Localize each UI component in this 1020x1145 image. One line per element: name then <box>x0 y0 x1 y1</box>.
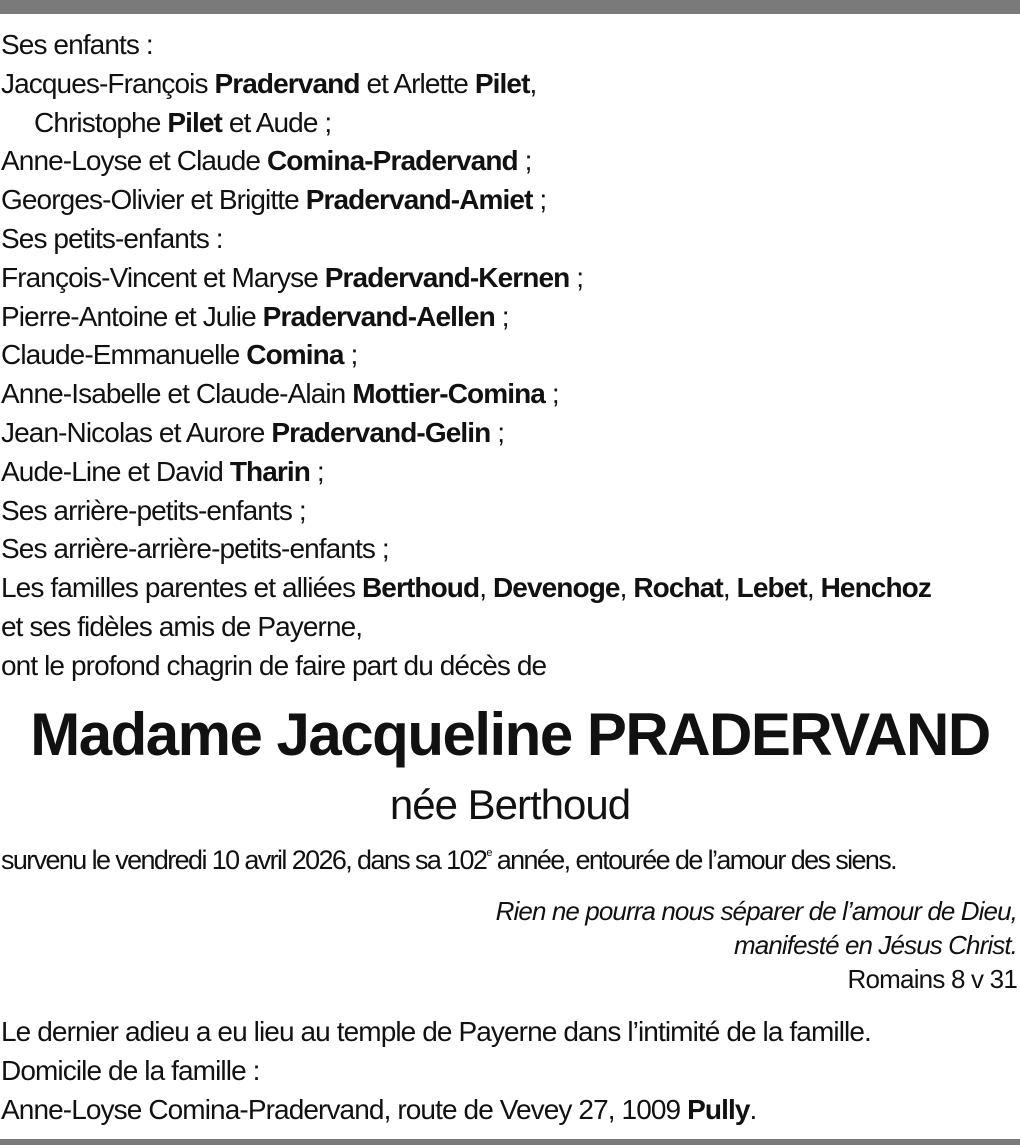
family-name: Devenoge <box>492 572 620 604</box>
given-names: Christophe <box>34 106 161 138</box>
punctuation: ; <box>551 378 559 410</box>
family-name: Pradervand-Amiet <box>305 184 533 216</box>
address-text: Anne-Loyse Comina-Pradervand, route de Vevey 27, 1009 <box>1 1094 681 1125</box>
given-names: Anne-Isabelle et Claude-Alain <box>1 378 346 410</box>
ordinal-suffix: e <box>486 847 491 859</box>
family-name: Comina-Pradervand <box>266 145 518 177</box>
grandchild-line <box>1 414 1019 453</box>
domicile-label: Domicile de la famille : <box>1 1055 260 1086</box>
great-great-grandchildren-line: Ses arrière-arrière-petits-enfants ; <box>1 533 389 565</box>
family-name: Pradervand-Aellen <box>262 300 495 332</box>
family-name: Comina <box>246 339 344 371</box>
family-name: Tharin <box>229 455 311 487</box>
punctuation: ; <box>576 261 584 293</box>
family-name: Pilet <box>474 67 530 99</box>
family-name: Lebet <box>736 572 807 604</box>
grandchild-line <box>1 453 1019 492</box>
verse-line: manifesté en Jésus Christ. <box>734 930 1017 960</box>
grandchild-line <box>1 375 1019 414</box>
punctuation: ; <box>539 184 547 216</box>
domicile-address <box>1 1090 1019 1129</box>
family-name: Rochat <box>633 572 723 604</box>
given-names: Anne-Loyse et Claude <box>1 145 261 177</box>
punctuation: ; <box>497 416 505 448</box>
friends-line: et ses fidèles amis de Payerne, <box>1 610 363 642</box>
child-line <box>1 142 1019 181</box>
death-details-end: année, entourée de l’amour des siens. <box>490 845 897 875</box>
grandchildren-heading: Ses petits-enfants : <box>1 222 223 254</box>
family-name: Pradervand <box>214 67 360 99</box>
given-names: et Aude ; <box>228 106 332 138</box>
death-details <box>1 842 1017 878</box>
verse-reference: Romains 8 v 31 <box>847 964 1017 994</box>
punctuation: , <box>529 67 537 99</box>
great-grandchildren-line: Ses arrière-petits-enfants ; <box>1 494 306 526</box>
family-name: Pradervand-Gelin <box>271 416 491 448</box>
family-name: Pilet <box>167 106 222 138</box>
grandchild-line <box>1 336 1019 375</box>
punctuation: ; <box>316 455 324 487</box>
given-names: Jacques-François <box>1 67 208 99</box>
given-names: Jean-Nicolas et Aurore <box>1 416 265 448</box>
child-line <box>1 104 1019 143</box>
family-name: Pradervand-Kernen <box>324 261 570 293</box>
family-name: Mottier-Comina <box>352 378 545 410</box>
top-rule <box>0 0 1020 14</box>
death-details-start: survenu le vendredi 10 avril 2026, dans sa 102 <box>1 845 487 875</box>
family-name: Henchoz <box>820 572 931 604</box>
verse-line: Rien ne pourra nous séparer de l’amour de Dieu, <box>495 896 1017 926</box>
children-heading: Ses enfants : <box>1 29 153 60</box>
given-names: Claude-Emmanuelle <box>1 339 240 371</box>
deceased-name: Madame Jacqueline PRADERVAND <box>30 701 990 768</box>
city-name: Pully <box>687 1094 750 1125</box>
families-intro: Les familles parentes et alliées <box>1 572 356 604</box>
punctuation: . <box>749 1094 757 1125</box>
given-names: François-Vincent et Maryse <box>1 261 318 293</box>
sorrow-line: ont le profond chagrin de faire part du décès de <box>1 649 547 681</box>
announcement-body <box>1 26 1019 686</box>
bible-verse <box>496 894 1017 962</box>
maiden-name: née Berthoud <box>389 781 631 828</box>
given-names: Georges-Olivier et Brigitte <box>1 184 299 216</box>
grandchild-line <box>1 298 1019 337</box>
farewell-line: Le dernier adieu a eu lieu au temple de Payerne dans l’intimité de la famille. <box>1 1016 871 1047</box>
child-line <box>1 181 1019 220</box>
families-line: Les familles parentes et alliées Berthoud, Devenoge, Rochat, Lebet, Henchoz <box>1 572 931 604</box>
family-name: Berthoud <box>361 572 480 604</box>
punctuation: ; <box>350 339 358 371</box>
punctuation: ; <box>501 300 509 332</box>
given-names: Pierre-Antoine et Julie <box>1 300 256 332</box>
bottom-rule <box>0 1139 1020 1145</box>
punctuation: ; <box>524 145 532 177</box>
grandchild-line <box>1 259 1019 298</box>
given-names: et Arlette <box>366 67 468 99</box>
funeral-info <box>1 1012 1019 1129</box>
given-names: Aude-Line et David <box>1 455 223 487</box>
child-line <box>1 65 1019 104</box>
